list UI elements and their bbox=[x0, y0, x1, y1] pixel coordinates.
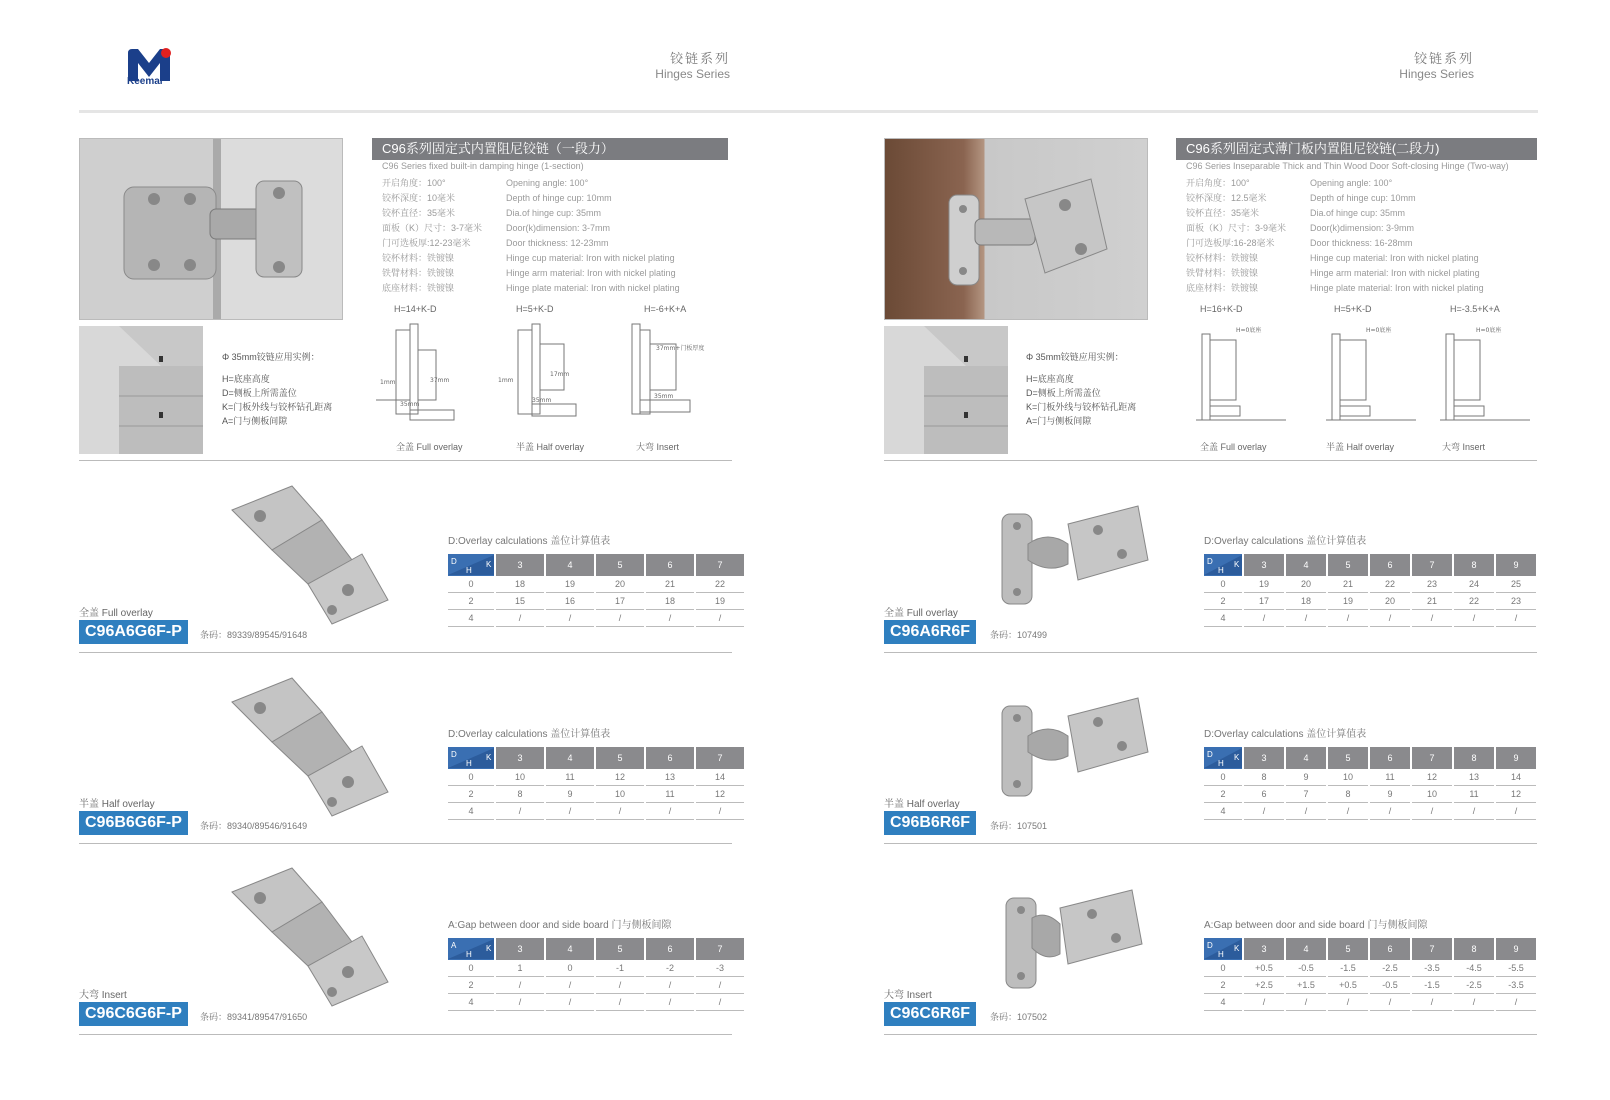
barcode: 条码：89339/89545/91648 bbox=[200, 630, 308, 640]
spec-list-cn bbox=[1186, 176, 1286, 296]
section-divider bbox=[79, 1034, 732, 1035]
overlay-table bbox=[446, 554, 746, 627]
barcode: 条码：107499 bbox=[990, 630, 1048, 640]
section-divider bbox=[884, 843, 1537, 844]
spec-item: 开启角度：100° bbox=[382, 178, 446, 188]
product-code: C96A6R6F bbox=[884, 620, 976, 644]
overlay-type: 全盖 Full overlay bbox=[884, 608, 958, 619]
spec-item: Dia.of hinge cup: 35mm bbox=[1310, 208, 1406, 218]
app-line: K=门板外线与铰杯钻孔距离 bbox=[222, 402, 333, 412]
dim-text: H=0底座 bbox=[1476, 327, 1502, 334]
product-code: C96C6R6F bbox=[884, 1002, 976, 1026]
hinge-installed-photo bbox=[79, 138, 343, 320]
col-header: 3 bbox=[1244, 938, 1284, 960]
col-header: 9 bbox=[1496, 747, 1536, 769]
section-divider bbox=[79, 652, 732, 653]
barcode: 条码：107502 bbox=[990, 1012, 1048, 1022]
diagram-label: 大弯 Insert bbox=[636, 442, 680, 452]
table-row: 2 +2.5 +1.5 +0.5 -0.5 -1.5 -2.5 -3.5 bbox=[1204, 977, 1536, 994]
hinge-product-image bbox=[212, 672, 400, 822]
spec-item: Door(k)dimension: 3-7mm bbox=[506, 223, 611, 233]
table-row: 4 / / / / / / / bbox=[1204, 803, 1536, 820]
app-line: K=门板外线与铰杯钻孔距离 bbox=[1026, 402, 1137, 412]
spec-list-en bbox=[506, 176, 680, 296]
spec-item: Hinge plate material: Iron with nickel plating bbox=[506, 283, 680, 293]
table-corner bbox=[1204, 938, 1242, 960]
barcode: 条码：89340/89546/91649 bbox=[200, 821, 308, 831]
dim-text: H=0底座 bbox=[1236, 327, 1262, 334]
spec-item: 开启角度：100° bbox=[1186, 178, 1250, 188]
svg-text:K: K bbox=[1234, 944, 1240, 953]
spec-item: Hinge cup material: Iron with nickel plating bbox=[506, 253, 675, 263]
col-header: 6 bbox=[1370, 938, 1410, 960]
col-header: 4 bbox=[546, 938, 594, 960]
dim-text: H=0底座 bbox=[1366, 327, 1392, 334]
svg-text:H: H bbox=[466, 566, 472, 575]
col-header: 4 bbox=[1286, 747, 1326, 769]
table-corner bbox=[448, 938, 494, 960]
overlay-type: 半盖 Half overlay bbox=[884, 799, 960, 810]
spec-item: Depth of hinge cup: 10mm bbox=[1310, 193, 1416, 203]
overlay-type: 大弯 Insert bbox=[79, 990, 127, 1001]
table-row: 0 19 20 21 22 23 24 25 bbox=[1204, 576, 1536, 593]
app-line: D=侧板上所需盖位 bbox=[222, 388, 297, 398]
product-subtitle: C96 Series Inseparable Thick and Thin Wood Door Soft-closing Hinge (Two-way) bbox=[1186, 161, 1509, 171]
hinge-product-image bbox=[998, 692, 1152, 802]
hinge-product-image bbox=[212, 480, 400, 630]
col-header: 8 bbox=[1454, 938, 1494, 960]
col-header: 4 bbox=[1286, 938, 1326, 960]
col-header: 7 bbox=[696, 554, 744, 576]
table-corner bbox=[448, 747, 494, 769]
app-line: H=底座高度 bbox=[1026, 374, 1074, 384]
svg-text:D: D bbox=[1207, 557, 1213, 566]
col-header: 3 bbox=[1244, 554, 1284, 576]
diagram-formula: H=-6+K+A bbox=[644, 304, 687, 314]
table-row: 2 6 7 8 9 10 11 12 bbox=[1204, 786, 1536, 803]
col-header: 7 bbox=[1412, 938, 1452, 960]
col-header: 8 bbox=[1454, 554, 1494, 576]
barcode: 条码：107501 bbox=[990, 821, 1048, 831]
full-overlay-diagram bbox=[376, 320, 466, 432]
col-header: 7 bbox=[1412, 554, 1452, 576]
section-divider bbox=[79, 460, 732, 461]
spec-item: Opening angle: 100° bbox=[506, 178, 589, 188]
col-header: 5 bbox=[596, 554, 644, 576]
table-row: 2 / / / / / bbox=[448, 977, 744, 994]
col-header: 7 bbox=[696, 747, 744, 769]
diagram-label: 大弯 Insert bbox=[1442, 442, 1486, 452]
product-code: C96A6G6F-P bbox=[79, 620, 188, 644]
product-title: C96系列固定式薄门板内置阻尼铰链(二段力) bbox=[1176, 138, 1537, 160]
spec-item: Hinge plate material: Iron with nickel plating bbox=[1310, 283, 1484, 293]
overlay-table bbox=[1202, 747, 1538, 820]
diagram-label: 全盖 Full overlay bbox=[1200, 442, 1267, 452]
diagram-formula: H=14+K-D bbox=[394, 304, 437, 314]
overlay-type: 全盖 Full overlay bbox=[79, 608, 153, 619]
col-header: 6 bbox=[646, 938, 694, 960]
header-divider bbox=[79, 110, 1538, 113]
svg-text:A: A bbox=[451, 941, 457, 950]
dim-text: 35mm bbox=[400, 401, 420, 408]
col-header: 5 bbox=[1328, 938, 1368, 960]
col-header: 7 bbox=[696, 938, 744, 960]
spec-item: Opening angle: 100° bbox=[1310, 178, 1393, 188]
series-en: Hinges Series bbox=[655, 67, 730, 81]
spec-item: Hinge arm material: Iron with nickel plating bbox=[1310, 268, 1480, 278]
section-divider bbox=[884, 652, 1537, 653]
dim-text: 17mm bbox=[550, 371, 570, 378]
table-corner bbox=[1204, 554, 1242, 576]
col-header: 6 bbox=[1370, 747, 1410, 769]
svg-text:K: K bbox=[486, 944, 492, 953]
col-header: 4 bbox=[546, 747, 594, 769]
col-header: 4 bbox=[546, 554, 594, 576]
spec-item: 铁臂材料：铁镀镍 bbox=[1186, 268, 1259, 278]
half-overlay-diagram bbox=[1326, 320, 1416, 432]
spec-item: Door thickness: 12-23mm bbox=[506, 238, 609, 248]
product-title: C96系列固定式内置阻尼铰链（一段力） bbox=[372, 138, 728, 160]
svg-text:H: H bbox=[1218, 950, 1224, 959]
brand-name: Keemal bbox=[127, 76, 163, 87]
svg-text:D: D bbox=[1207, 750, 1213, 759]
spec-list-cn bbox=[382, 176, 482, 296]
half-overlay-diagram bbox=[498, 320, 588, 432]
diagram-label: 全盖 Full overlay bbox=[396, 442, 463, 452]
table-corner bbox=[1204, 747, 1242, 769]
product-code: C96B6R6F bbox=[884, 811, 976, 835]
table-row: 2 8 9 10 11 12 bbox=[448, 786, 744, 803]
col-header: 3 bbox=[496, 747, 544, 769]
svg-text:D: D bbox=[451, 750, 457, 759]
col-header: 6 bbox=[646, 554, 694, 576]
app-line: H=底座高度 bbox=[222, 374, 270, 384]
table-row: 4 / / / / / / / bbox=[1204, 610, 1536, 627]
product-subtitle: C96 Series fixed built-in damping hinge (1-section) bbox=[382, 161, 584, 171]
col-header: 9 bbox=[1496, 938, 1536, 960]
diagram-label: 半盖 Half overlay bbox=[1326, 442, 1395, 452]
hinge-product-image bbox=[1002, 884, 1156, 994]
cabinet-sketch bbox=[79, 326, 203, 454]
svg-text:K: K bbox=[1234, 560, 1240, 569]
table-corner bbox=[448, 554, 494, 576]
table-title: D:Overlay calculations 盖位计算值表 bbox=[1204, 729, 1367, 740]
spec-item: 铰杯材料：铁镀镍 bbox=[1186, 253, 1259, 263]
col-header: 6 bbox=[1370, 554, 1410, 576]
insert-diagram bbox=[626, 320, 722, 432]
series-cn: 铰链系列 bbox=[1413, 51, 1474, 66]
section-divider bbox=[79, 843, 732, 844]
diagram-formula: H=-3.5+K+A bbox=[1450, 304, 1500, 314]
spec-item: 铰杯直径：35毫米 bbox=[382, 208, 456, 218]
overlay-type: 大弯 Insert bbox=[884, 990, 932, 1001]
table-row: 2 15 16 17 18 19 bbox=[448, 593, 744, 610]
table-row: 0 10 11 12 13 14 bbox=[448, 769, 744, 786]
svg-text:H: H bbox=[466, 759, 472, 768]
insert-diagram bbox=[1440, 320, 1530, 432]
series-label-left bbox=[580, 48, 730, 81]
dim-text: 1mm bbox=[498, 377, 514, 384]
col-header: 9 bbox=[1496, 554, 1536, 576]
col-header: 5 bbox=[596, 938, 644, 960]
table-row: 2 17 18 19 20 21 22 23 bbox=[1204, 593, 1536, 610]
svg-text:D: D bbox=[451, 557, 457, 566]
series-label-right bbox=[1320, 48, 1474, 81]
svg-text:H: H bbox=[1218, 759, 1224, 768]
table-title: D:Overlay calculations 盖位计算值表 bbox=[448, 536, 611, 547]
section-divider bbox=[884, 1034, 1537, 1035]
spec-item: 面板（K）尺寸：3-9毫米 bbox=[1186, 223, 1287, 233]
product-code: C96C6G6F-P bbox=[79, 1002, 188, 1026]
col-header: 8 bbox=[1454, 747, 1494, 769]
hinge-product-image bbox=[212, 862, 400, 1012]
diagram-formula: H=5+K-D bbox=[1334, 304, 1372, 314]
cabinet-sketch bbox=[884, 326, 1008, 454]
svg-text:H: H bbox=[466, 950, 472, 959]
product-code: C96B6G6F-P bbox=[79, 811, 188, 835]
spec-item: 门可选板厚:12-23毫米 bbox=[382, 238, 471, 248]
app-title: Φ 35mm铰链应用实例： bbox=[222, 352, 320, 362]
col-header: 3 bbox=[496, 554, 544, 576]
spec-item: 铰杯材料：铁镀镍 bbox=[382, 253, 455, 263]
diagram-formula: H=5+K-D bbox=[516, 304, 554, 314]
svg-text:K: K bbox=[486, 560, 492, 569]
overlay-table bbox=[1202, 554, 1538, 627]
table-row: 4 / / / / / bbox=[448, 610, 744, 627]
hinge-product-image bbox=[998, 500, 1152, 610]
dim-text: 37mm+门板厚度 bbox=[656, 345, 705, 352]
spec-item: Hinge arm material: Iron with nickel plating bbox=[506, 268, 676, 278]
dim-text: 1mm bbox=[380, 379, 396, 386]
app-line: A=门与侧板间隙 bbox=[1026, 416, 1092, 426]
overlay-type: 半盖 Half overlay bbox=[79, 799, 155, 810]
spec-item: 底座材料：铁镀镍 bbox=[1186, 283, 1259, 293]
hinge-installed-photo bbox=[884, 138, 1148, 320]
col-header: 5 bbox=[596, 747, 644, 769]
series-cn: 铰链系列 bbox=[669, 51, 730, 66]
spec-list-en bbox=[1310, 176, 1484, 296]
table-row: 4 / / / / / bbox=[448, 803, 744, 820]
full-overlay-diagram bbox=[1196, 320, 1286, 432]
table-title: D:Overlay calculations 盖位计算值表 bbox=[1204, 536, 1367, 547]
table-row: 0 1 0 -1 -2 -3 bbox=[448, 960, 744, 977]
table-title: A:Gap between door and side board 门与侧板间隙 bbox=[1204, 920, 1428, 931]
app-line: A=门与侧板间隙 bbox=[222, 416, 288, 426]
svg-text:K: K bbox=[1234, 753, 1240, 762]
col-header: 5 bbox=[1328, 747, 1368, 769]
spec-item: Dia.of hinge cup: 35mm bbox=[506, 208, 602, 218]
spec-item: 铰杯深度：10毫米 bbox=[382, 193, 456, 203]
spec-item: 面板（K）尺寸：3-7毫米 bbox=[382, 223, 483, 233]
col-header: 3 bbox=[1244, 747, 1284, 769]
gap-table bbox=[1202, 938, 1538, 1011]
spec-item: Door(k)dimension: 3-9mm bbox=[1310, 223, 1415, 233]
svg-text:K: K bbox=[486, 753, 492, 762]
series-en: Hinges Series bbox=[1399, 67, 1474, 81]
spec-item: Hinge cup material: Iron with nickel plating bbox=[1310, 253, 1479, 263]
table-title: D:Overlay calculations 盖位计算值表 bbox=[448, 729, 611, 740]
barcode: 条码：89341/89547/91650 bbox=[200, 1012, 308, 1022]
diagram-label: 半盖 Half overlay bbox=[516, 442, 585, 452]
section-divider bbox=[884, 460, 1537, 461]
col-header: 5 bbox=[1328, 554, 1368, 576]
col-header: 7 bbox=[1412, 747, 1452, 769]
dim-text: 35mm bbox=[532, 397, 552, 404]
col-header: 3 bbox=[496, 938, 544, 960]
app-line: D=侧板上所需盖位 bbox=[1026, 388, 1101, 398]
table-row: 4 / / / / / bbox=[448, 994, 744, 1011]
svg-text:D: D bbox=[1207, 941, 1213, 950]
application-notes bbox=[1026, 350, 1136, 428]
diagram-formula: H=16+K-D bbox=[1200, 304, 1243, 314]
spec-item: 铰杯直径：35毫米 bbox=[1186, 208, 1260, 218]
spec-item: 铁臂材料：铁镀镍 bbox=[382, 268, 455, 278]
app-title: Φ 35mm铰链应用实例： bbox=[1026, 352, 1124, 362]
gap-table bbox=[446, 938, 746, 1011]
table-title: A:Gap between door and side board 门与侧板间隙 bbox=[448, 920, 672, 931]
table-row: 0 8 9 10 11 12 13 14 bbox=[1204, 769, 1536, 786]
spec-item: Door thickness: 16-28mm bbox=[1310, 238, 1413, 248]
application-notes bbox=[222, 350, 332, 428]
overlay-table bbox=[446, 747, 746, 820]
dim-text: 35mm bbox=[654, 393, 674, 400]
table-row: 4 / / / / / / / bbox=[1204, 994, 1536, 1011]
dim-text: 37mm bbox=[430, 377, 450, 384]
table-row: 0 +0.5 -0.5 -1.5 -2.5 -3.5 -4.5 -5.5 bbox=[1204, 960, 1536, 977]
spec-item: 铰杯深度：12.5毫米 bbox=[1186, 193, 1267, 203]
spec-item: 底座材料：铁镀镍 bbox=[382, 283, 455, 293]
col-header: 4 bbox=[1286, 554, 1326, 576]
col-header: 6 bbox=[646, 747, 694, 769]
spec-item: 门可选板厚:16-28毫米 bbox=[1186, 238, 1275, 248]
table-row: 0 18 19 20 21 22 bbox=[448, 576, 744, 593]
spec-item: Depth of hinge cup: 10mm bbox=[506, 193, 612, 203]
svg-text:H: H bbox=[1218, 566, 1224, 575]
